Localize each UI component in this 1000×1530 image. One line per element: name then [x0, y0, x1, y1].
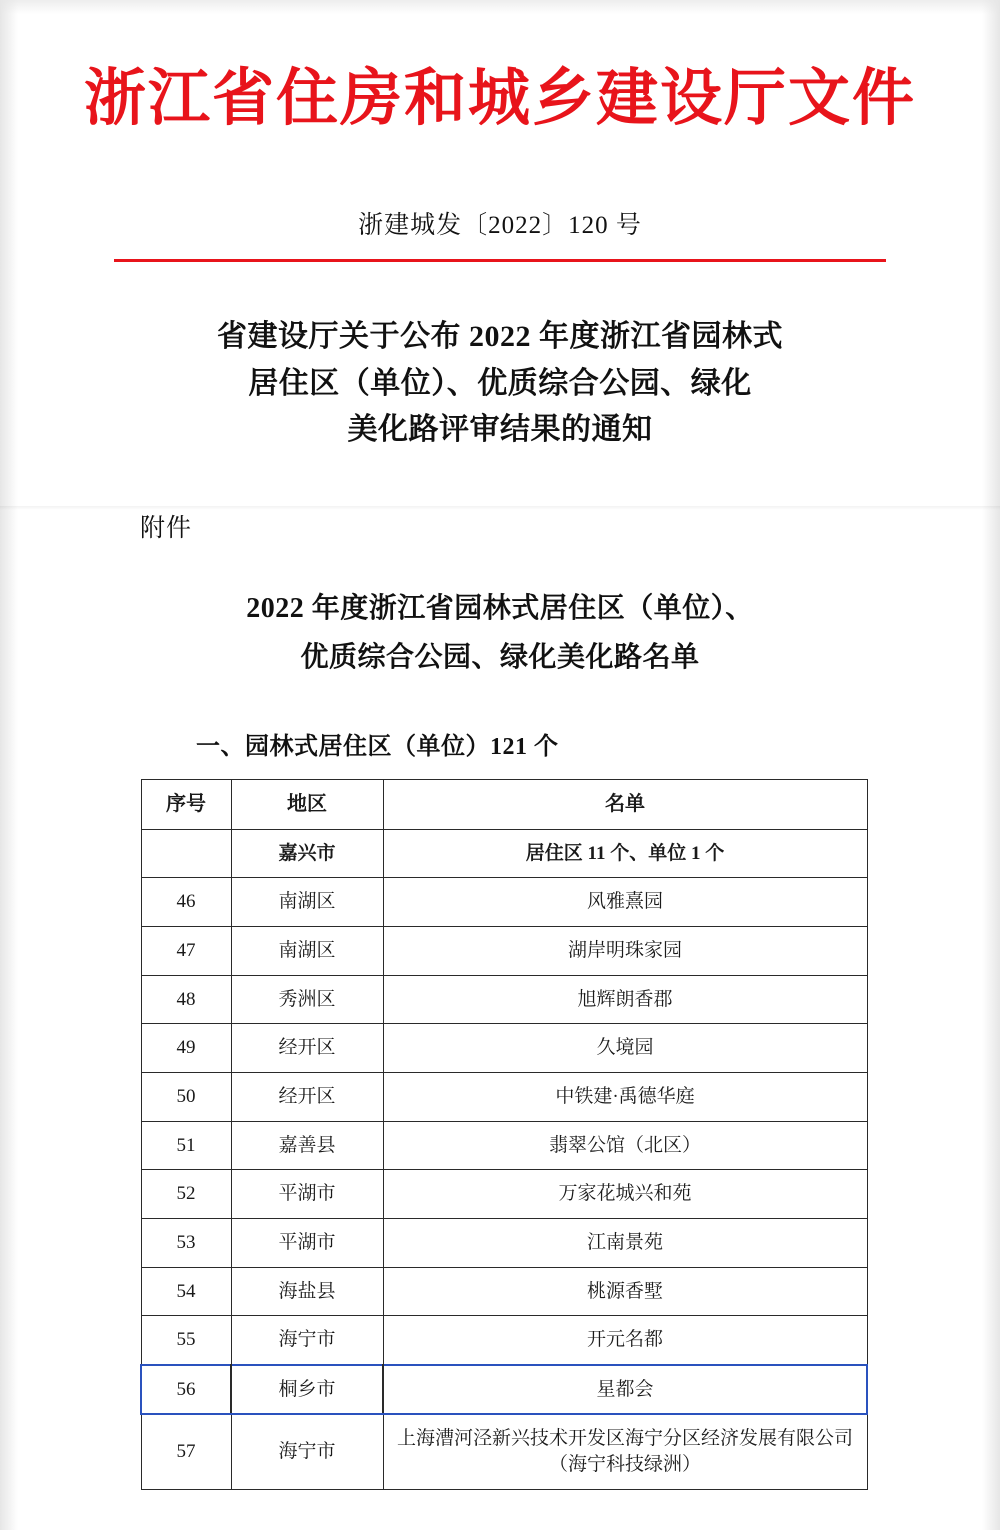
table-header-row [141, 779, 867, 829]
row-name-line-1: 上海漕河泾新兴技术开发区海宁分区经济发展有限公司 [396, 1428, 853, 1450]
row-no: 55 [141, 1316, 231, 1365]
row-region: 平湖市 [231, 1170, 383, 1219]
table-row [141, 1267, 867, 1316]
document-number: 浙建城发〔2022〕120 号 [358, 212, 642, 240]
row-name: 翡翠公馆（北区） [383, 1121, 867, 1170]
table-row [141, 1218, 867, 1267]
subheader-name-cell: 居住区 11 个、单位 1 个 [383, 829, 867, 878]
row-name: 星都会 [383, 1365, 867, 1415]
row-no: 50 [141, 1073, 231, 1122]
row-region: 平湖市 [231, 1218, 383, 1267]
row-no: 56 [141, 1365, 231, 1415]
row-name: 久境园 [383, 1024, 867, 1073]
row-name-line-2: （海宁科技绿洲） [548, 1454, 701, 1476]
row-no: 51 [141, 1121, 231, 1170]
table-row [141, 878, 867, 927]
attachment-title-line-1: 2022 年度浙江省园林式居住区（单位）、 [246, 592, 754, 624]
row-name: 江南景苑 [383, 1218, 867, 1267]
row-no: 53 [141, 1218, 231, 1267]
residential-area-table [140, 779, 868, 1490]
row-no: 48 [141, 975, 231, 1024]
table-row [141, 1414, 867, 1489]
column-header-region: 地区 [231, 779, 383, 829]
document-title-line-2: 居住区（单位）、优质综合公园、绿化 [248, 366, 752, 400]
table-row [141, 1170, 867, 1219]
document-title [150, 314, 850, 454]
row-no: 52 [141, 1170, 231, 1219]
attachment-title-line-2: 优质综合公园、绿化美化路名单 [300, 641, 700, 673]
table-row [141, 975, 867, 1024]
column-header-name: 名单 [383, 779, 867, 829]
row-region: 经开区 [231, 1073, 383, 1122]
table-row [141, 1073, 867, 1122]
row-name: 开元名都 [383, 1316, 867, 1365]
attachment-title [140, 584, 860, 682]
row-region: 南湖区 [231, 927, 383, 976]
subheader-no-cell [141, 829, 231, 878]
masthead-title: 浙江省住房和城乡建设厅文件 [83, 61, 916, 134]
row-no: 47 [141, 927, 231, 976]
row-no: 46 [141, 878, 231, 927]
row-name: 中铁建·禹德华庭 [383, 1073, 867, 1122]
row-region: 嘉善县 [231, 1121, 383, 1170]
table-row [141, 1316, 867, 1365]
row-region: 海宁市 [231, 1316, 383, 1365]
document-title-line-1: 省建设厅关于公布 2022 年度浙江省园林式 [217, 320, 783, 354]
row-name [383, 1414, 867, 1489]
document-body [0, 508, 1000, 1530]
row-region: 经开区 [231, 1024, 383, 1073]
row-name: 旭辉朗香郡 [383, 975, 867, 1024]
table-row-highlighted [141, 1365, 867, 1415]
row-no: 54 [141, 1267, 231, 1316]
subheader-region-cell: 嘉兴市 [231, 829, 383, 878]
row-no: 57 [141, 1414, 231, 1489]
row-region: 秀洲区 [231, 975, 383, 1024]
table-row [141, 1024, 867, 1073]
row-region: 南湖区 [231, 878, 383, 927]
column-header-no: 序号 [141, 779, 231, 829]
row-name: 湖岸明珠家园 [383, 927, 867, 976]
row-region: 桐乡市 [231, 1365, 383, 1415]
table-row [141, 927, 867, 976]
table-row [141, 1121, 867, 1170]
table-body [141, 829, 867, 1489]
row-region: 海盐县 [231, 1267, 383, 1316]
document-title-line-3: 美化路评审结果的通知 [347, 413, 653, 447]
section-heading: 一、园林式居住区（单位）121 个 [196, 733, 559, 760]
row-name: 风雅熹园 [383, 878, 867, 927]
table-head [141, 779, 867, 829]
masthead [0, 0, 1000, 133]
table-subheader-row [141, 829, 867, 878]
row-no: 49 [141, 1024, 231, 1073]
red-divider-rule [114, 259, 886, 262]
row-region: 海宁市 [231, 1414, 383, 1489]
attachment-label: 附件 [140, 514, 193, 542]
row-name: 万家花城兴和苑 [383, 1170, 867, 1219]
row-name: 桃源香墅 [383, 1267, 867, 1316]
